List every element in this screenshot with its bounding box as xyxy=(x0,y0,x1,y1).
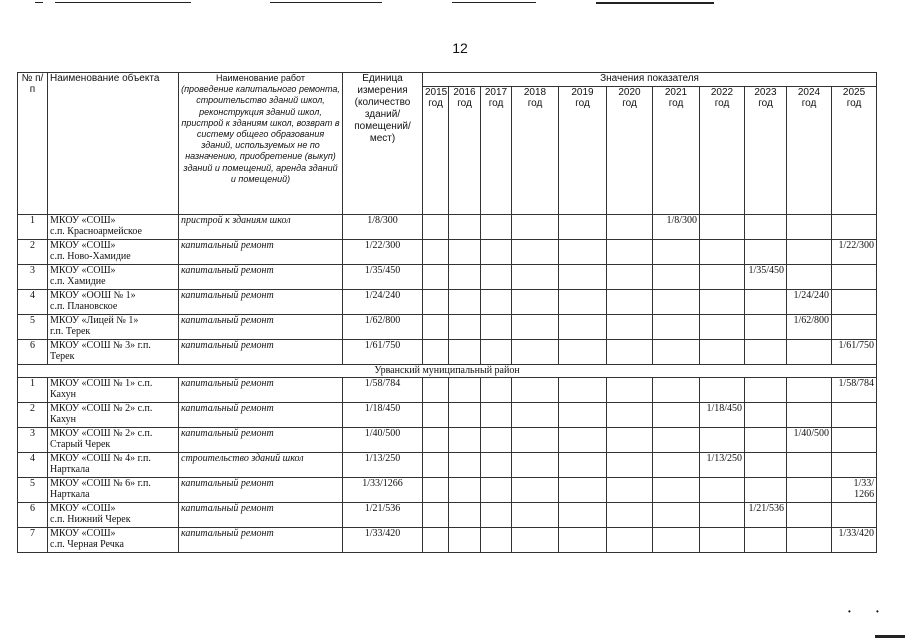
unit-value: 1/18/450 xyxy=(343,403,423,428)
year-cell-empty xyxy=(745,315,787,340)
row-number: 6 xyxy=(18,340,48,365)
year-cell-empty xyxy=(787,215,832,240)
object-name-line2: г.п. Терек xyxy=(50,326,91,337)
object-name-line1: МКОУ «СОШ» xyxy=(50,503,116,514)
year-cell-empty xyxy=(745,428,787,453)
year-cell-empty xyxy=(481,403,512,428)
year-cell-empty xyxy=(512,290,559,315)
year-cell-empty xyxy=(607,503,653,528)
header-works xyxy=(179,73,343,215)
year-cell-empty xyxy=(481,215,512,240)
unit-value: 1/24/240 xyxy=(343,290,423,315)
year-cell-empty xyxy=(512,503,559,528)
year-cell-empty xyxy=(745,240,787,265)
year-cell-empty xyxy=(449,215,481,240)
unit-value: 1/35/450 xyxy=(343,265,423,290)
year-cell-empty xyxy=(745,378,787,403)
year-cell-empty xyxy=(559,503,607,528)
object-name-line2: с.п. Плановское xyxy=(50,301,118,312)
row-number: 1 xyxy=(18,215,48,240)
object-name xyxy=(48,528,179,553)
row-number: 3 xyxy=(18,428,48,453)
year-cell-empty xyxy=(832,215,877,240)
row-number: 4 xyxy=(18,290,48,315)
year-cell-empty xyxy=(423,478,449,503)
year-label: 2019 xyxy=(571,87,594,98)
object-name-line1: МКОУ «СОШ № 6» г.п. xyxy=(50,478,151,489)
object-name-line2: с.п. Ново-Хамидие xyxy=(50,251,131,262)
year-cell-empty xyxy=(481,503,512,528)
object-name-line1: МКОУ «СОШ № 1» с.п. xyxy=(50,378,153,389)
object-name xyxy=(48,265,179,290)
year-cell-empty xyxy=(481,240,512,265)
table-row xyxy=(18,215,877,240)
row-number: 7 xyxy=(18,528,48,553)
year-value: 1/61/750 xyxy=(832,340,877,365)
unit-value: 1/33/420 xyxy=(343,528,423,553)
unit-value: 1/33/1266 xyxy=(343,478,423,503)
top-rule-2 xyxy=(55,2,191,3)
year-cell-empty xyxy=(607,240,653,265)
year-label: 2024 xyxy=(797,87,821,98)
year-cell-empty xyxy=(512,240,559,265)
year-suffix: год xyxy=(488,98,504,109)
header-values-title: Значения показателя xyxy=(423,73,877,87)
year-cell-empty xyxy=(481,453,512,478)
year-cell-empty xyxy=(787,340,832,365)
year-cell-empty xyxy=(449,315,481,340)
table-row xyxy=(18,378,877,403)
object-name-line1: МКОУ «СОШ № 2» с.п. xyxy=(50,403,153,414)
year-cell-empty xyxy=(745,478,787,503)
year-cell-empty xyxy=(449,290,481,315)
object-name-line2: Кахун xyxy=(50,389,76,400)
year-cell-empty xyxy=(700,428,745,453)
year-cell-empty xyxy=(607,403,653,428)
header-year xyxy=(481,87,512,215)
year-value: 1/33/420 xyxy=(832,528,877,553)
year-cell-empty xyxy=(423,403,449,428)
header-year xyxy=(607,87,653,215)
header-works-title: Наименование работ xyxy=(216,73,305,83)
year-cell-empty xyxy=(745,215,787,240)
year-cell-empty xyxy=(481,340,512,365)
header-year xyxy=(512,87,559,215)
page-number: 12 xyxy=(452,40,468,56)
table-row xyxy=(18,503,877,528)
header-object: Наименование объекта xyxy=(48,73,179,215)
work-type: капитальный ремонт xyxy=(179,240,343,265)
object-name-line2: с.п. Хамидие xyxy=(50,276,106,287)
year-cell-empty xyxy=(700,240,745,265)
year-cell-empty xyxy=(832,265,877,290)
top-rule-1 xyxy=(35,2,43,3)
year-cell-empty xyxy=(449,453,481,478)
object-name xyxy=(48,378,179,403)
year-cell-empty xyxy=(423,215,449,240)
year-value: 1/40/500 xyxy=(787,428,832,453)
header-year xyxy=(423,87,449,215)
year-value: 1/13/250 xyxy=(700,453,745,478)
year-cell-empty xyxy=(423,503,449,528)
year-cell-empty xyxy=(449,528,481,553)
year-cell-empty xyxy=(559,403,607,428)
year-cell-empty xyxy=(512,403,559,428)
header-year xyxy=(700,87,745,215)
object-name-line1: МКОУ «ООШ № 1» xyxy=(50,290,136,301)
year-cell-empty xyxy=(512,340,559,365)
unit-value: 1/40/500 xyxy=(343,428,423,453)
year-value: 1/18/450 xyxy=(700,403,745,428)
row-number: 4 xyxy=(18,453,48,478)
year-cell-empty xyxy=(700,340,745,365)
year-cell-empty xyxy=(787,503,832,528)
year-cell-empty xyxy=(449,265,481,290)
work-type: капитальный ремонт xyxy=(179,265,343,290)
unit-value: 1/22/300 xyxy=(343,240,423,265)
year-cell-empty xyxy=(700,315,745,340)
work-type: капитальный ремонт xyxy=(179,340,343,365)
year-cell-empty xyxy=(559,478,607,503)
object-name-line2: Нарткала xyxy=(50,489,90,500)
year-suffix: год xyxy=(428,98,443,109)
object-name-line1: МКОУ «СОШ» xyxy=(50,265,116,276)
object-name xyxy=(48,290,179,315)
year-cell-empty xyxy=(559,315,607,340)
year-label: 2020 xyxy=(618,87,641,98)
year-value: 1/35/450 xyxy=(745,265,787,290)
year-cell-empty xyxy=(481,378,512,403)
year-cell-empty xyxy=(653,428,700,453)
year-cell-empty xyxy=(449,503,481,528)
year-cell-empty xyxy=(607,290,653,315)
header-num: № п/п xyxy=(18,73,48,215)
object-name xyxy=(48,315,179,340)
object-name-line1: МКОУ «Лицей № 1» xyxy=(50,315,139,326)
year-cell-empty xyxy=(481,315,512,340)
year-cell-empty xyxy=(653,378,700,403)
year-cell-empty xyxy=(607,378,653,403)
year-value: 1/58/784 xyxy=(832,378,877,403)
year-cell-empty xyxy=(787,478,832,503)
year-cell-empty xyxy=(449,240,481,265)
year-value: 1/62/800 xyxy=(787,315,832,340)
year-cell-empty xyxy=(787,265,832,290)
year-cell-empty xyxy=(481,528,512,553)
year-cell-empty xyxy=(423,265,449,290)
year-label: 2023 xyxy=(754,87,777,98)
year-value: 1/8/300 xyxy=(653,215,700,240)
year-cell-empty xyxy=(787,378,832,403)
year-cell-empty xyxy=(559,428,607,453)
year-suffix: год xyxy=(575,98,590,109)
object-name xyxy=(48,503,179,528)
year-cell-empty xyxy=(745,403,787,428)
object-name-line2: Кахун xyxy=(50,414,76,425)
year-cell-empty xyxy=(449,378,481,403)
object-name xyxy=(48,240,179,265)
unit-value: 1/21/536 xyxy=(343,503,423,528)
year-cell-empty xyxy=(449,428,481,453)
year-cell-empty xyxy=(449,403,481,428)
year-value: 1/21/536 xyxy=(745,503,787,528)
year-cell-empty xyxy=(787,453,832,478)
year-value: 1/24/240 xyxy=(787,290,832,315)
year-cell-empty xyxy=(832,428,877,453)
row-number: 5 xyxy=(18,315,48,340)
work-type: капитальный ремонт xyxy=(179,478,343,503)
section-row xyxy=(18,365,877,378)
year-cell-empty xyxy=(745,290,787,315)
year-suffix: год xyxy=(801,98,817,109)
work-type: капитальный ремонт xyxy=(179,403,343,428)
year-cell-empty xyxy=(481,265,512,290)
year-cell-empty xyxy=(653,340,700,365)
work-type: строительство зданий школ xyxy=(179,453,343,478)
year-value: 1/22/300 xyxy=(832,240,877,265)
year-suffix: год xyxy=(527,98,543,109)
row-number: 1 xyxy=(18,378,48,403)
table-row xyxy=(18,528,877,553)
object-name xyxy=(48,428,179,453)
year-cell-empty xyxy=(653,265,700,290)
object-name-line1: МКОУ «СОШ» xyxy=(50,528,116,539)
year-cell-empty xyxy=(745,453,787,478)
year-cell-empty xyxy=(481,478,512,503)
header-row xyxy=(18,73,877,87)
table-row xyxy=(18,290,877,315)
year-cell-empty xyxy=(607,478,653,503)
year-cell-empty xyxy=(653,503,700,528)
object-name-line1: МКОУ «СОШ № 2» с.п. xyxy=(50,428,153,439)
year-cell-empty xyxy=(423,240,449,265)
table-row xyxy=(18,428,877,453)
year-cell-empty xyxy=(512,428,559,453)
object-name-line2: Терек xyxy=(50,351,75,362)
unit-value: 1/61/750 xyxy=(343,340,423,365)
object-name-line2: Старый Черек xyxy=(50,439,111,450)
year-cell-empty xyxy=(559,528,607,553)
unit-value: 1/62/800 xyxy=(343,315,423,340)
year-cell-empty xyxy=(700,265,745,290)
year-cell-empty xyxy=(653,290,700,315)
year-label: 2018 xyxy=(523,87,547,98)
year-cell-empty xyxy=(745,528,787,553)
year-cell-empty xyxy=(700,478,745,503)
year-cell-empty xyxy=(653,315,700,340)
year-cell-empty xyxy=(700,215,745,240)
year-suffix: год xyxy=(668,98,684,109)
object-name-line1: МКОУ «СОШ» xyxy=(50,215,116,226)
year-label: 2017 xyxy=(484,87,508,98)
year-cell-empty xyxy=(700,503,745,528)
year-cell-empty xyxy=(832,290,877,315)
year-cell-empty xyxy=(423,378,449,403)
year-cell-empty xyxy=(700,378,745,403)
year-cell-empty xyxy=(607,315,653,340)
year-cell-empty xyxy=(653,478,700,503)
row-number: 6 xyxy=(18,503,48,528)
year-cell-empty xyxy=(832,403,877,428)
object-name-line2: с.п. Черная Речка xyxy=(50,539,124,550)
year-cell-empty xyxy=(559,290,607,315)
section-title: Урванский муниципальный район xyxy=(18,365,877,378)
row-number: 5 xyxy=(18,478,48,503)
year-label: 2015 xyxy=(425,87,448,98)
object-name-line1: МКОУ «СОШ № 3» г.п. xyxy=(50,340,151,351)
table-row xyxy=(18,340,877,365)
year-cell-empty xyxy=(653,240,700,265)
corner-mark-2: • xyxy=(876,607,879,616)
year-cell-empty xyxy=(559,453,607,478)
year-suffix: год xyxy=(846,98,862,109)
header-year xyxy=(832,87,877,215)
header-year xyxy=(787,87,832,215)
unit-value: 1/58/784 xyxy=(343,378,423,403)
year-value: 1/33/ 1266 xyxy=(832,478,877,503)
header-works-subtitle: (проведение капитального ремонта, строительство зданий школ, реконструкция зданий школ, пристрой к зданиям школ, возврат в систему общего образования зданий, используемых не по назначению, приобретение (выкуп) зданий и помещений, аренда зданий и помещений) xyxy=(181,84,340,184)
corner-bar xyxy=(875,635,905,638)
year-cell-empty xyxy=(607,428,653,453)
year-cell-empty xyxy=(512,315,559,340)
table-row xyxy=(18,315,877,340)
year-label: 2016 xyxy=(453,87,476,98)
year-cell-empty xyxy=(512,265,559,290)
year-cell-empty xyxy=(787,240,832,265)
year-cell-empty xyxy=(653,528,700,553)
year-label: 2021 xyxy=(664,87,688,98)
table-row xyxy=(18,403,877,428)
work-type: капитальный ремонт xyxy=(179,503,343,528)
year-cell-empty xyxy=(832,453,877,478)
year-cell-empty xyxy=(423,315,449,340)
year-cell-empty xyxy=(481,290,512,315)
table-row xyxy=(18,478,877,503)
top-rule-4 xyxy=(452,2,536,3)
object-name-line1: МКОУ «СОШ № 4» г.п. xyxy=(50,453,151,464)
work-type: капитальный ремонт xyxy=(179,378,343,403)
year-cell-empty xyxy=(423,528,449,553)
year-cell-empty xyxy=(423,453,449,478)
table-row xyxy=(18,265,877,290)
year-cell-empty xyxy=(423,428,449,453)
object-name-line2: с.п. Красноармейское xyxy=(50,226,142,237)
year-cell-empty xyxy=(787,403,832,428)
header-unit: Единица измерения (количество зданий/ помещений/ мест) xyxy=(343,73,423,215)
year-cell-empty xyxy=(449,478,481,503)
year-suffix: год xyxy=(758,98,773,109)
year-cell-empty xyxy=(832,315,877,340)
year-cell-empty xyxy=(559,240,607,265)
year-cell-empty xyxy=(481,428,512,453)
year-label: 2025 xyxy=(842,87,866,98)
year-suffix: год xyxy=(457,98,472,109)
year-cell-empty xyxy=(607,340,653,365)
year-cell-empty xyxy=(423,340,449,365)
corner-mark-1: • xyxy=(848,607,851,616)
year-cell-empty xyxy=(653,453,700,478)
year-suffix: год xyxy=(714,98,730,109)
year-cell-empty xyxy=(700,290,745,315)
year-cell-empty xyxy=(832,503,877,528)
year-cell-empty xyxy=(512,528,559,553)
top-rule-3 xyxy=(270,2,382,3)
header-year xyxy=(559,87,607,215)
year-cell-empty xyxy=(787,528,832,553)
table-row xyxy=(18,453,877,478)
indicators-table xyxy=(17,72,877,553)
work-type: пристрой к зданиям школ xyxy=(179,215,343,240)
year-suffix: год xyxy=(622,98,637,109)
year-label: 2022 xyxy=(710,87,734,98)
year-cell-empty xyxy=(607,215,653,240)
year-cell-empty xyxy=(559,265,607,290)
object-name-line2: с.п. Нижний Черек xyxy=(50,514,131,525)
work-type: капитальный ремонт xyxy=(179,428,343,453)
year-cell-empty xyxy=(512,215,559,240)
object-name-line2: Нарткала xyxy=(50,464,90,475)
year-cell-empty xyxy=(559,215,607,240)
year-cell-empty xyxy=(559,378,607,403)
year-cell-empty xyxy=(653,403,700,428)
year-cell-empty xyxy=(512,478,559,503)
object-name xyxy=(48,340,179,365)
year-cell-empty xyxy=(607,453,653,478)
object-name xyxy=(48,403,179,428)
object-name-line1: МКОУ «СОШ» xyxy=(50,240,116,251)
work-type: капитальный ремонт xyxy=(179,290,343,315)
object-name xyxy=(48,215,179,240)
year-cell-empty xyxy=(512,378,559,403)
year-cell-empty xyxy=(559,340,607,365)
unit-value: 1/13/250 xyxy=(343,453,423,478)
object-name xyxy=(48,453,179,478)
year-cell-empty xyxy=(512,453,559,478)
unit-value: 1/8/300 xyxy=(343,215,423,240)
work-type: капитальный ремонт xyxy=(179,528,343,553)
year-cell-empty xyxy=(423,290,449,315)
top-rule-5 xyxy=(596,2,714,4)
row-number: 2 xyxy=(18,240,48,265)
header-year xyxy=(449,87,481,215)
year-cell-empty xyxy=(607,265,653,290)
year-cell-empty xyxy=(700,528,745,553)
year-cell-empty xyxy=(745,340,787,365)
header-year xyxy=(745,87,787,215)
year-cell-empty xyxy=(449,340,481,365)
row-number: 3 xyxy=(18,265,48,290)
object-name xyxy=(48,478,179,503)
header-year xyxy=(653,87,700,215)
row-number: 2 xyxy=(18,403,48,428)
work-type: капитальный ремонт xyxy=(179,315,343,340)
table-row xyxy=(18,240,877,265)
year-cell-empty xyxy=(607,528,653,553)
